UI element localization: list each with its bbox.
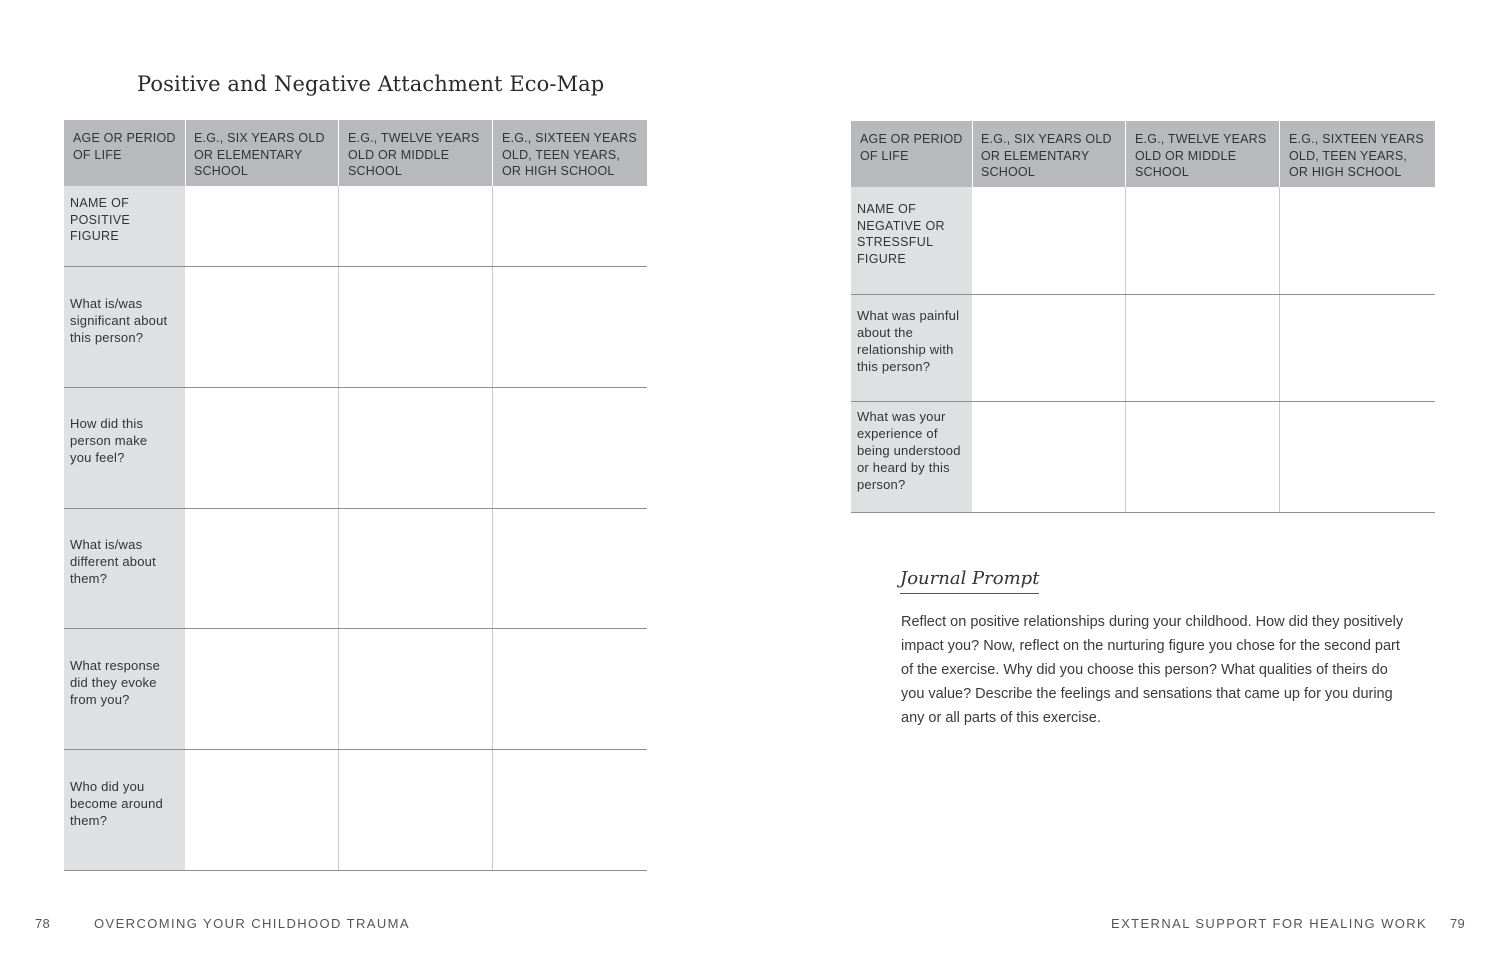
row-label-positive-figure: NAME OF POSITIVE FIGURE xyxy=(70,196,131,243)
header-age-period: AGE OR PERIOD OF LIFE xyxy=(73,131,176,162)
row-label-significant: What is/was significant about this person? xyxy=(70,296,168,345)
negative-eco-map-table xyxy=(851,121,1435,513)
page-title: Positive and Negative Attachment Eco-Map xyxy=(137,72,605,96)
row-label-become: Who did you become around them? xyxy=(70,779,163,828)
row-label-negative-figure: NAME OF NEGATIVE OR STRESSFUL FIGURE xyxy=(857,202,945,266)
header-age-period: AGE OR PERIOD OF LIFE xyxy=(860,132,963,163)
running-head: EXTERNAL SUPPORT FOR HEALING WORK xyxy=(1111,916,1428,931)
header-sixteen-years: E.G., SIXTEEN YEARS OLD, TEEN YEARS, OR HIGH SCHOOL xyxy=(1289,132,1424,179)
running-head: OVERCOMING YOUR CHILDHOOD TRAUMA xyxy=(94,916,410,931)
column-divider xyxy=(1279,187,1280,513)
row-divider xyxy=(64,266,647,267)
row-label-painful: What was painful about the relationship with this person? xyxy=(857,308,960,374)
header-twelve-years: E.G., TWELVE YEARS OLD OR MIDDLE SCHOOL xyxy=(348,131,480,178)
row-label-different: What is/was different about them? xyxy=(70,537,156,586)
header-divider xyxy=(492,120,493,186)
row-divider xyxy=(64,749,647,750)
row-divider xyxy=(851,512,1435,513)
header-twelve-years: E.G., TWELVE YEARS OLD OR MIDDLE SCHOOL xyxy=(1135,132,1267,179)
row-divider xyxy=(64,628,647,629)
header-six-years: E.G., SIX YEARS OLD OR ELEMENTARY SCHOOL xyxy=(981,132,1112,179)
label-column xyxy=(64,186,185,871)
positive-eco-map-table xyxy=(64,120,647,871)
row-label-understood: What was your experience of being understood or heard by this person? xyxy=(857,409,961,492)
header-sixteen-years: E.G., SIXTEEN YEARS OLD, TEEN YEARS, OR HIGH SCHOOL xyxy=(502,131,637,178)
row-divider xyxy=(851,401,1435,402)
header-six-years: E.G., SIX YEARS OLD OR ELEMENTARY SCHOOL xyxy=(194,131,325,178)
journal-prompt-heading: Journal Prompt xyxy=(900,568,1039,594)
column-divider xyxy=(1125,187,1126,513)
page-number: 78 xyxy=(35,916,51,931)
page-number: 79 xyxy=(1450,916,1466,931)
row-label-feel: How did this person make you feel? xyxy=(70,416,148,465)
header-divider xyxy=(1125,121,1126,187)
header-divider xyxy=(1279,121,1280,187)
column-divider xyxy=(492,186,493,871)
header-divider xyxy=(185,120,186,186)
row-divider xyxy=(851,294,1435,295)
row-divider xyxy=(64,387,647,388)
column-divider xyxy=(338,186,339,871)
row-divider xyxy=(64,870,647,871)
row-divider xyxy=(64,508,647,509)
header-divider xyxy=(972,121,973,187)
header-divider xyxy=(338,120,339,186)
row-label-response: What response did they evoke from you? xyxy=(70,658,161,707)
journal-prompt-text: Reflect on positive relationships during your childhood. How did they positively impact you? Now, reflect on the nurturing figure you chose for the second part of the exercise. Why did you choose this person? What qualities of theirs do you value? Describe the feelings and sensations that came up for you during any or all parts of this exercise. xyxy=(901,614,1404,726)
